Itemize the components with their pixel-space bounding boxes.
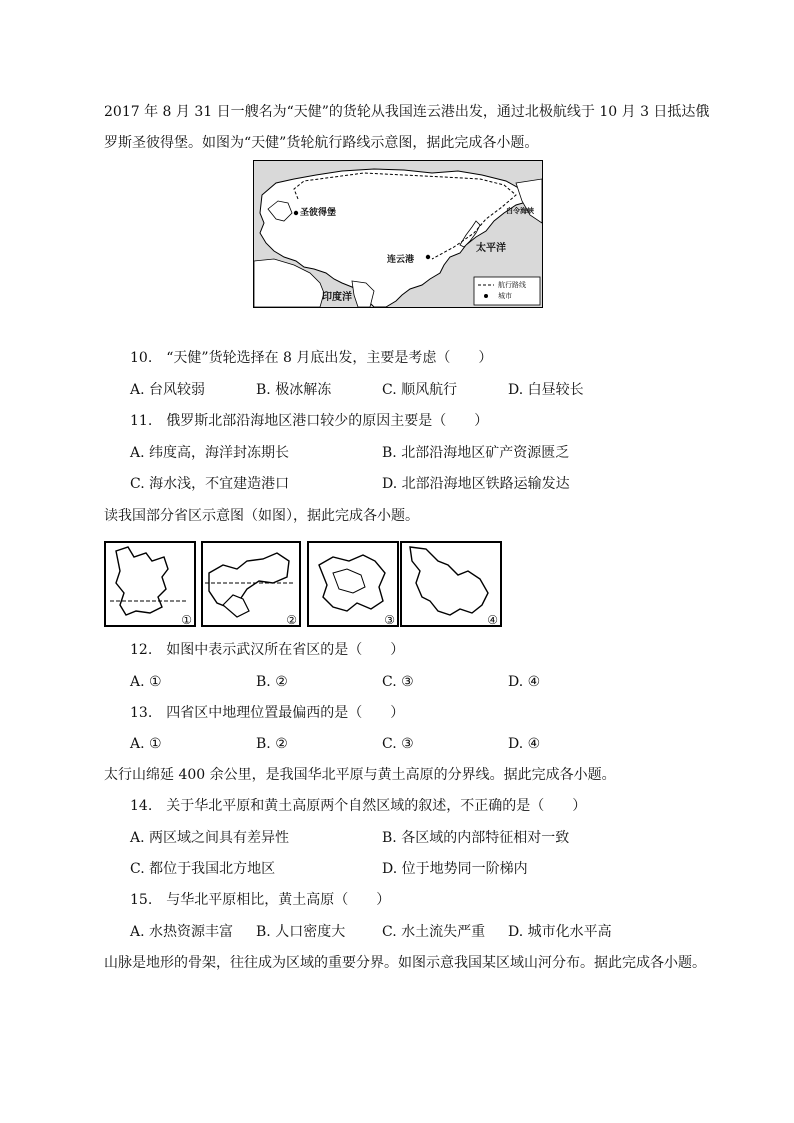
intro-line-1: 2017 年 8 月 31 日一艘名为“天健”的货轮从我国连云港出发，通过北极航线于 10 月 3 日抵达俄 <box>104 104 710 120</box>
q10-option-c: C. 顺风航行 <box>382 382 458 398</box>
province-label-2: ② <box>286 613 297 627</box>
q13-stem: 13. 四省区中地理位置最偏西的是（ ） <box>130 705 405 721</box>
legend-route-label: 航行路线 <box>498 281 526 289</box>
intro-3: 太行山绵延 400 余公里，是我国华北平原与黄土高原的分界线。据此完成各小题。 <box>104 767 616 783</box>
q15-option-a: A. 水热资源丰富 <box>130 924 234 940</box>
q13-option-d: D. ④ <box>508 736 541 752</box>
q14-stem: 14. 关于华北平原和黄土高原两个自然区域的叙述，不正确的是（ ） <box>130 798 587 814</box>
q15-option-c: C. 水土流失严重 <box>382 924 486 940</box>
legend-city-label: 城市 <box>498 292 512 300</box>
q12-option-a: A. ① <box>130 674 162 690</box>
q15-stem: 15. 与华北平原相比，黄土高原（ ） <box>130 892 391 908</box>
arctic-route-map <box>253 160 543 308</box>
q12-option-c: C. ③ <box>382 674 414 690</box>
q11-option-c: C. 海水浅，不宜建造港口 <box>130 476 290 492</box>
q14-option-d: D. 位于地势同一阶梯内 <box>382 861 528 877</box>
intro-4: 山脉是地形的骨架，往往成为区域的重要分界。如图示意我国某区域山河分布。据此完成各小题。 <box>104 955 706 971</box>
map-label-st-petersburg: 圣彼得堡 <box>300 208 337 218</box>
q10-option-b: B. 极冰解冻 <box>256 382 332 398</box>
province-figure-4 <box>400 541 502 627</box>
province-figure-2 <box>201 541 301 627</box>
q13-option-b: B. ② <box>256 736 288 752</box>
intro-line-2: 罗斯圣彼得堡。如图为“天健”货轮航行路线示意图，据此完成各小题。 <box>104 135 539 151</box>
province-label-4: ④ <box>487 613 498 627</box>
q15-option-d: D. 城市化水平高 <box>508 924 612 940</box>
map-label-pacific: 太平洋 <box>476 243 506 254</box>
q11-stem: 11. 俄罗斯北部沿海地区港口较少的原因主要是（ ） <box>130 413 489 429</box>
q14-option-a: A. 两区域之间具有差异性 <box>130 830 290 846</box>
map-label-bering: 白令海峡 <box>506 207 534 215</box>
q12-option-b: B. ② <box>256 674 288 690</box>
q13-option-c: C. ③ <box>382 736 414 752</box>
q10-stem: 10. “天健”货轮选择在 8 月底出发，主要是考虑（ ） <box>130 350 493 366</box>
q11-option-d: D. 北部沿海地区铁路运输发达 <box>382 476 570 492</box>
province-figure-3 <box>307 541 399 627</box>
q10-option-a: A. 台风较弱 <box>130 382 206 398</box>
province-figure-1 <box>104 541 196 627</box>
q11-option-a: A. 纬度高，海洋封冻期长 <box>130 445 290 461</box>
q15-option-b: B. 人口密度大 <box>256 924 346 940</box>
province-label-1: ① <box>181 613 192 627</box>
map-label-indian: 印度洋 <box>322 292 352 303</box>
q12-stem: 12. 如图中表示武汉所在省区的是（ ） <box>130 642 405 658</box>
map-label-lianyungang: 连云港 <box>387 255 415 265</box>
q10-option-d: D. 白昼较长 <box>508 382 584 398</box>
q14-option-c: C. 都位于我国北方地区 <box>130 861 276 877</box>
province-label-3: ③ <box>384 613 395 627</box>
q11-option-b: B. 北部沿海地区矿产资源匮乏 <box>382 445 570 461</box>
q14-option-b: B. 各区域的内部特征相对一致 <box>382 830 570 846</box>
intro-2: 读我国部分省区示意图（如图），据此完成各小题。 <box>104 508 419 524</box>
q12-option-d: D. ④ <box>508 674 541 690</box>
q13-option-a: A. ① <box>130 736 162 752</box>
